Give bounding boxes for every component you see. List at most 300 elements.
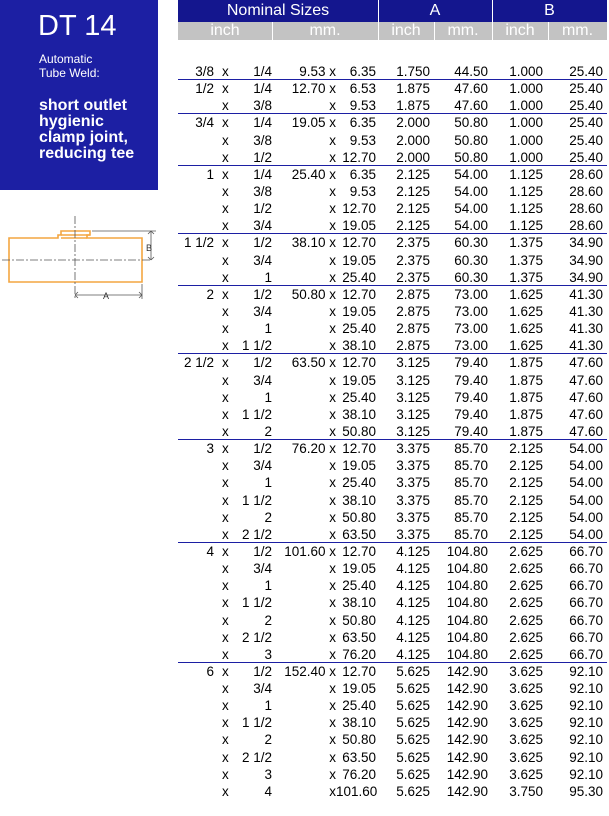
cell-times: x xyxy=(222,406,229,422)
cell-times: x xyxy=(222,321,229,337)
cell-b-inch: 1.125 xyxy=(509,201,543,217)
cell-nominal-mm-branch: 9.53 xyxy=(349,98,376,114)
cell-a-mm: 60.30 xyxy=(454,235,488,251)
cell-nominal-mm-branch: 19.05 xyxy=(342,458,376,474)
cell-nominal-mm-branch: 63.50 xyxy=(342,749,376,765)
table-body xyxy=(178,63,607,800)
cell-b-inch: 2.625 xyxy=(509,612,543,628)
cell-a-inch: 5.625 xyxy=(396,698,430,714)
cell-b-mm: 28.60 xyxy=(569,183,603,199)
cell-nominal-mm-branch: 12.70 xyxy=(342,663,376,679)
cell-times: x xyxy=(222,441,229,457)
cell-nominal-inch-branch: 3 xyxy=(264,766,272,782)
cell-a-inch: 2.000 xyxy=(396,115,430,131)
cell-nominal-mm-main: x xyxy=(329,389,336,405)
cell-nominal-mm-branch: 19.05 xyxy=(342,372,376,388)
cell-b-inch: 3.625 xyxy=(509,715,543,731)
cell-nominal-inch-branch: 1/4 xyxy=(253,115,272,131)
cell-b-mm: 25.40 xyxy=(569,149,603,165)
cell-nominal-mm-main: x xyxy=(329,749,336,765)
cell-a-mm: 142.90 xyxy=(446,715,488,731)
cell-nominal-mm-branch: 38.10 xyxy=(342,406,376,422)
header-inch: inch xyxy=(210,22,240,39)
cell-nominal-mm-main: x xyxy=(329,321,336,337)
table-row xyxy=(178,165,607,183)
table-row xyxy=(178,594,607,611)
cell-b-mm: 47.60 xyxy=(569,389,603,405)
cell-nominal-mm-branch: 12.70 xyxy=(342,543,376,559)
cell-nominal-mm-branch: 101.60 xyxy=(336,783,378,799)
cell-nominal-mm-branch: 25.40 xyxy=(342,578,376,594)
cell-b-mm: 25.40 xyxy=(569,64,603,79)
table-row xyxy=(178,217,607,234)
cell-times: x xyxy=(222,783,229,799)
cell-a-mm: 85.70 xyxy=(454,526,488,542)
cell-b-mm: 92.10 xyxy=(569,681,603,697)
cell-a-inch: 3.375 xyxy=(396,441,430,457)
cell-b-mm: 47.60 xyxy=(569,372,603,388)
cell-b-inch: 1.375 xyxy=(509,235,543,251)
cell-nominal-inch-branch: 1/4 xyxy=(253,166,272,182)
table-row xyxy=(178,149,607,166)
cell-a-inch: 3.375 xyxy=(396,526,430,542)
cell-a-inch: 3.125 xyxy=(396,423,430,439)
cell-nominal-mm-main: 63.50 x xyxy=(291,355,336,371)
cell-nominal-mm-main: x xyxy=(329,612,336,628)
cell-nominal-mm-branch: 9.53 xyxy=(349,132,376,148)
cell-nominal-mm-main: x xyxy=(329,303,336,319)
cell-nominal-inch-main: 3 xyxy=(206,441,214,457)
cell-a-mm: 73.00 xyxy=(454,303,488,319)
cell-nominal-inch-branch: 3/4 xyxy=(253,681,272,697)
cell-nominal-mm-branch: 6.35 xyxy=(349,64,376,79)
cell-times: x xyxy=(222,132,229,148)
cell-a-mm: 142.90 xyxy=(446,663,488,679)
cell-times: x xyxy=(222,732,229,748)
cell-b-inch: 1.000 xyxy=(509,81,543,97)
cell-nominal-mm-branch: 19.05 xyxy=(342,681,376,697)
cell-a-inch: 5.625 xyxy=(396,681,430,697)
cell-nominal-mm-branch: 50.80 xyxy=(342,732,376,748)
cell-nominal-mm-main: 101.60 x xyxy=(284,543,336,559)
cell-nominal-inch-main: 2 xyxy=(206,286,214,302)
table-row xyxy=(178,372,607,389)
cell-nominal-mm-main: x xyxy=(329,561,336,577)
cell-b-inch: 3.625 xyxy=(509,698,543,714)
cell-b-inch: 1.000 xyxy=(509,64,543,79)
cell-a-inch: 1.875 xyxy=(396,81,430,97)
cell-b-inch: 1.875 xyxy=(509,406,543,422)
cell-nominal-mm-branch: 25.40 xyxy=(342,269,376,285)
cell-nominal-inch-main: 4 xyxy=(206,543,214,559)
cell-times: x xyxy=(222,183,229,199)
cell-nominal-inch-branch: 3/4 xyxy=(253,561,272,577)
table-row xyxy=(178,714,607,731)
cell-nominal-mm-branch: 19.05 xyxy=(342,303,376,319)
cell-a-mm: 54.00 xyxy=(454,218,488,234)
cell-b-mm: 28.60 xyxy=(569,166,603,182)
cell-times: x xyxy=(222,561,229,577)
header-divider xyxy=(492,22,493,40)
product-code: DT 14 xyxy=(38,10,117,42)
cell-b-mm: 41.30 xyxy=(569,338,603,354)
table-row xyxy=(178,749,607,766)
cell-nominal-mm-branch: 19.05 xyxy=(342,561,376,577)
cell-nominal-mm-branch: 63.50 xyxy=(342,526,376,542)
cell-b-inch: 1.000 xyxy=(509,115,543,131)
cell-times: x xyxy=(222,509,229,525)
cell-b-inch: 1.625 xyxy=(509,303,543,319)
cell-times: x xyxy=(222,543,229,559)
table-row xyxy=(178,423,607,440)
cell-nominal-inch-branch: 1/4 xyxy=(253,64,272,79)
table-row xyxy=(178,542,607,560)
cell-b-mm: 66.70 xyxy=(569,612,603,628)
cell-a-mm: 79.40 xyxy=(454,423,488,439)
cell-b-inch: 1.125 xyxy=(509,218,543,234)
cell-nominal-mm-branch: 12.70 xyxy=(342,286,376,302)
cell-a-inch: 4.125 xyxy=(396,629,430,645)
cell-nominal-mm-main: x xyxy=(329,715,336,731)
header-divider xyxy=(272,22,273,40)
header-divider xyxy=(378,0,379,22)
cell-nominal-mm-main: x xyxy=(329,681,336,697)
cell-nominal-mm-main: x xyxy=(329,766,336,782)
cell-nominal-mm-main: x xyxy=(329,372,336,388)
cell-nominal-inch-branch: 1 xyxy=(264,269,272,285)
tee-diagram xyxy=(0,214,158,304)
table-row xyxy=(178,766,607,783)
cell-b-inch: 2.625 xyxy=(509,561,543,577)
cell-b-inch: 1.125 xyxy=(509,183,543,199)
table-row xyxy=(178,132,607,149)
cell-nominal-mm-main: x xyxy=(329,269,336,285)
cell-nominal-mm-branch: 50.80 xyxy=(342,423,376,439)
cell-times: x xyxy=(222,629,229,645)
cell-b-mm: 34.90 xyxy=(569,235,603,251)
cell-b-mm: 41.30 xyxy=(569,303,603,319)
cell-a-mm: 54.00 xyxy=(454,183,488,199)
header-nominal-sizes: Nominal Sizes xyxy=(226,2,330,19)
table-row xyxy=(178,577,607,594)
cell-nominal-inch-branch: 1/2 xyxy=(253,355,272,371)
cell-nominal-mm-branch: 6.53 xyxy=(349,81,376,97)
table-row xyxy=(178,320,607,337)
cell-a-inch: 4.125 xyxy=(396,646,430,662)
cell-a-inch: 5.625 xyxy=(396,749,430,765)
cell-times: x xyxy=(222,338,229,354)
cell-times: x xyxy=(222,749,229,765)
cell-nominal-mm-branch: 19.05 xyxy=(342,218,376,234)
cell-a-inch: 4.125 xyxy=(396,543,430,559)
cell-b-mm: 66.70 xyxy=(569,629,603,645)
table-row xyxy=(178,646,607,663)
cell-a-mm: 60.30 xyxy=(454,269,488,285)
product-name-line-2: hygienic xyxy=(39,113,104,130)
cell-b-mm: 54.00 xyxy=(569,441,603,457)
cell-b-mm: 54.00 xyxy=(569,526,603,542)
cell-a-inch: 3.375 xyxy=(396,475,430,491)
cell-nominal-inch-branch: 1/2 xyxy=(253,441,272,457)
table-row xyxy=(178,97,607,114)
cell-nominal-mm-main: x xyxy=(329,98,336,114)
cell-a-inch: 1.875 xyxy=(396,98,430,114)
cell-b-mm: 66.70 xyxy=(569,646,603,662)
description-line-1: Automatic xyxy=(39,52,93,66)
cell-nominal-mm-main: x xyxy=(329,783,336,799)
cell-times: x xyxy=(222,149,229,165)
cell-nominal-mm-branch: 76.20 xyxy=(342,646,376,662)
cell-nominal-mm-branch: 25.40 xyxy=(342,475,376,491)
table-header-row-2 xyxy=(178,22,607,40)
cell-nominal-mm-main: x xyxy=(329,492,336,508)
cell-times: x xyxy=(222,612,229,628)
cell-nominal-inch-branch: 1 1/2 xyxy=(241,715,272,731)
cell-times: x xyxy=(222,372,229,388)
cell-b-mm: 92.10 xyxy=(569,749,603,765)
cell-nominal-mm-branch: 38.10 xyxy=(342,715,376,731)
cell-b-mm: 28.60 xyxy=(569,218,603,234)
cell-a-inch: 2.375 xyxy=(396,235,430,251)
cell-nominal-mm-main: x xyxy=(329,338,336,354)
table-row xyxy=(178,662,607,680)
cell-nominal-inch-main: 6 xyxy=(206,663,214,679)
cell-b-mm: 41.30 xyxy=(569,321,603,337)
dimension-b-label: B xyxy=(146,243,153,253)
cell-nominal-inch-branch: 3/4 xyxy=(253,252,272,268)
cell-nominal-inch-branch: 3/8 xyxy=(253,183,272,199)
product-name-line-4: reducing tee xyxy=(39,145,135,162)
cell-nominal-inch-branch: 1 1/2 xyxy=(241,406,272,422)
tee-outline xyxy=(9,231,142,282)
cell-b-mm: 95.30 xyxy=(569,783,603,799)
cell-times: x xyxy=(222,166,229,182)
cell-a-mm: 79.40 xyxy=(454,355,488,371)
product-name-line-3: clamp joint, xyxy=(39,129,128,146)
cell-a-mm: 73.00 xyxy=(454,338,488,354)
cell-nominal-mm-branch: 25.40 xyxy=(342,321,376,337)
table-row xyxy=(178,612,607,629)
cell-a-mm: 50.80 xyxy=(454,149,488,165)
cell-a-mm: 104.80 xyxy=(446,612,488,628)
cell-nominal-mm-branch: 12.70 xyxy=(342,441,376,457)
cell-nominal-mm-branch: 6.35 xyxy=(349,166,376,182)
cell-nominal-mm-main: x xyxy=(329,252,336,268)
cell-a-mm: 85.70 xyxy=(454,509,488,525)
cell-a-mm: 54.00 xyxy=(454,166,488,182)
table-row xyxy=(178,439,607,457)
cell-b-inch: 2.625 xyxy=(509,543,543,559)
cell-a-mm: 104.80 xyxy=(446,561,488,577)
cell-a-inch: 2.125 xyxy=(396,183,430,199)
cell-nominal-inch-branch: 2 xyxy=(264,732,272,748)
cell-a-mm: 142.90 xyxy=(446,766,488,782)
cell-nominal-inch-branch: 2 1/2 xyxy=(241,749,272,765)
cell-nominal-mm-main: 19.05 x xyxy=(291,115,336,131)
cell-b-inch: 3.625 xyxy=(509,663,543,679)
cell-b-mm: 41.30 xyxy=(569,286,603,302)
table-header-row-1 xyxy=(178,0,607,22)
cell-b-mm: 28.60 xyxy=(569,201,603,217)
cell-nominal-inch-branch: 3/4 xyxy=(253,303,272,319)
cell-a-mm: 104.80 xyxy=(446,646,488,662)
cell-a-mm: 85.70 xyxy=(454,492,488,508)
table-row xyxy=(178,509,607,526)
cell-nominal-inch-main: 3/4 xyxy=(195,115,214,131)
cell-a-mm: 47.60 xyxy=(454,81,488,97)
cell-b-mm: 92.10 xyxy=(569,715,603,731)
table-row xyxy=(178,492,607,509)
cell-b-mm: 54.00 xyxy=(569,492,603,508)
header-a-inch: inch xyxy=(391,22,421,39)
header-b-mm: mm. xyxy=(561,22,594,39)
table-row xyxy=(178,526,607,543)
cell-b-inch: 3.625 xyxy=(509,766,543,782)
cell-nominal-inch-branch: 2 1/2 xyxy=(241,629,272,645)
cell-b-inch: 3.625 xyxy=(509,732,543,748)
table-row xyxy=(178,406,607,423)
cell-nominal-mm-branch: 50.80 xyxy=(342,509,376,525)
cell-nominal-inch-main: 2 1/2 xyxy=(183,355,214,371)
cell-nominal-inch-branch: 3/8 xyxy=(253,98,272,114)
cell-b-inch: 1.875 xyxy=(509,355,543,371)
cell-nominal-inch-branch: 1/4 xyxy=(253,81,272,97)
cell-nominal-mm-main: x xyxy=(329,458,336,474)
cell-a-mm: 47.60 xyxy=(454,98,488,114)
cell-b-mm: 25.40 xyxy=(569,81,603,97)
table-row xyxy=(178,629,607,646)
cell-nominal-inch-branch: 3/4 xyxy=(253,458,272,474)
cell-a-mm: 50.80 xyxy=(454,115,488,131)
cell-b-mm: 47.60 xyxy=(569,423,603,439)
header-b-inch: inch xyxy=(505,22,535,39)
cell-nominal-inch-main: 1/2 xyxy=(195,81,214,97)
cell-b-inch: 2.125 xyxy=(509,509,543,525)
cell-nominal-mm-main: x xyxy=(329,595,336,611)
cell-nominal-inch-branch: 1 xyxy=(264,475,272,491)
header-a: A xyxy=(429,2,441,19)
cell-b-inch: 1.375 xyxy=(509,269,543,285)
table-row xyxy=(178,337,607,354)
table-row xyxy=(178,252,607,269)
cell-b-mm: 92.10 xyxy=(569,766,603,782)
cell-nominal-inch-branch: 1/2 xyxy=(253,149,272,165)
cell-a-inch: 5.625 xyxy=(396,663,430,679)
table-row xyxy=(178,474,607,491)
cell-times: x xyxy=(222,286,229,302)
cell-times: x xyxy=(222,115,229,131)
cell-b-inch: 2.125 xyxy=(509,492,543,508)
cell-nominal-inch-main: 1 xyxy=(206,166,214,182)
table-row xyxy=(178,233,607,251)
cell-a-inch: 2.875 xyxy=(396,303,430,319)
table-row xyxy=(178,389,607,406)
table-row xyxy=(178,285,607,303)
cell-b-inch: 1.125 xyxy=(509,166,543,182)
cell-nominal-inch-branch: 1/2 xyxy=(253,235,272,251)
cell-a-inch: 2.875 xyxy=(396,286,430,302)
cell-nominal-mm-main: x xyxy=(329,132,336,148)
cell-a-inch: 3.375 xyxy=(396,458,430,474)
cell-nominal-inch-branch: 1 xyxy=(264,578,272,594)
cell-nominal-mm-main: x xyxy=(329,201,336,217)
cell-a-mm: 54.00 xyxy=(454,201,488,217)
cell-nominal-inch-branch: 3/4 xyxy=(253,218,272,234)
cell-times: x xyxy=(222,355,229,371)
cell-b-inch: 1.000 xyxy=(509,149,543,165)
cell-times: x xyxy=(222,218,229,234)
cell-a-inch: 3.125 xyxy=(396,406,430,422)
cell-nominal-mm-main: 25.40 x xyxy=(291,166,336,182)
cell-b-inch: 2.625 xyxy=(509,578,543,594)
cell-b-inch: 2.125 xyxy=(509,526,543,542)
cell-a-inch: 4.125 xyxy=(396,578,430,594)
table-row xyxy=(178,457,607,474)
cell-nominal-mm-main: 50.80 x xyxy=(291,286,336,302)
cell-times: x xyxy=(222,526,229,542)
title-panel xyxy=(0,0,158,190)
cell-nominal-mm-branch: 12.70 xyxy=(342,149,376,165)
cell-b-inch: 1.625 xyxy=(509,338,543,354)
cell-times: x xyxy=(222,81,229,97)
cell-nominal-mm-branch: 38.10 xyxy=(342,338,376,354)
cell-a-mm: 60.30 xyxy=(454,252,488,268)
cell-b-inch: 2.625 xyxy=(509,646,543,662)
cell-times: x xyxy=(222,698,229,714)
table-row xyxy=(178,79,607,97)
cell-a-inch: 4.125 xyxy=(396,595,430,611)
cell-b-mm: 66.70 xyxy=(569,561,603,577)
cell-times: x xyxy=(222,766,229,782)
cell-nominal-mm-main: x xyxy=(329,183,336,199)
cell-b-inch: 1.375 xyxy=(509,252,543,268)
cell-nominal-mm-branch: 12.70 xyxy=(342,235,376,251)
cell-a-mm: 50.80 xyxy=(454,132,488,148)
cell-b-mm: 92.10 xyxy=(569,732,603,748)
cell-a-mm: 142.90 xyxy=(446,732,488,748)
cell-times: x xyxy=(222,423,229,439)
cell-a-inch: 2.875 xyxy=(396,338,430,354)
header-b: B xyxy=(544,2,555,19)
cell-times: x xyxy=(222,715,229,731)
cell-b-inch: 2.125 xyxy=(509,441,543,457)
product-name-line-1: short outlet xyxy=(39,97,127,114)
cell-times: x xyxy=(222,201,229,217)
cell-b-mm: 92.10 xyxy=(569,663,603,679)
cell-nominal-inch-branch: 4 xyxy=(264,783,272,799)
cell-a-mm: 142.90 xyxy=(446,749,488,765)
cell-nominal-mm-branch: 6.35 xyxy=(349,115,376,131)
cell-nominal-mm-branch: 38.10 xyxy=(342,492,376,508)
cell-b-inch: 1.875 xyxy=(509,423,543,439)
cell-a-inch: 5.625 xyxy=(396,732,430,748)
cell-nominal-mm-branch: 9.53 xyxy=(349,183,376,199)
cell-times: x xyxy=(222,458,229,474)
cell-nominal-mm-branch: 12.70 xyxy=(342,355,376,371)
cell-times: x xyxy=(222,681,229,697)
cell-nominal-mm-main: 76.20 x xyxy=(291,441,336,457)
table-row xyxy=(178,63,607,80)
cell-nominal-mm-branch: 19.05 xyxy=(342,252,376,268)
table-row xyxy=(178,113,607,131)
cell-nominal-inch-branch: 2 xyxy=(264,423,272,439)
cell-nominal-mm-main: x xyxy=(329,732,336,748)
cell-a-inch: 2.125 xyxy=(396,218,430,234)
table-row xyxy=(178,303,607,320)
table-row xyxy=(178,680,607,697)
cell-b-inch: 3.625 xyxy=(509,749,543,765)
cell-b-mm: 66.70 xyxy=(569,543,603,559)
